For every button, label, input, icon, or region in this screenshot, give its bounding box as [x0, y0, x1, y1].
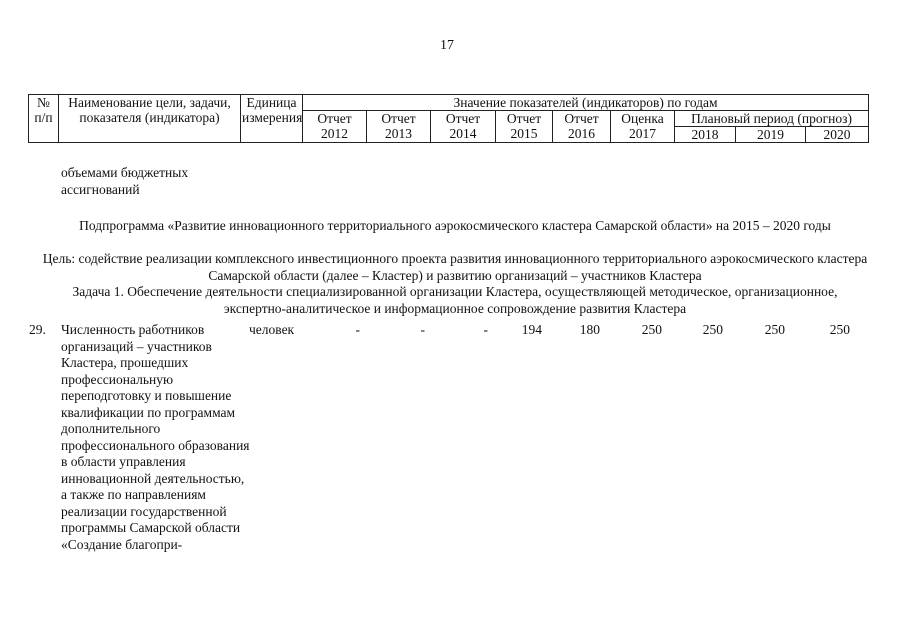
row-value-2016: 180 — [579, 322, 600, 337]
header-plan-2020: 2020 — [806, 127, 869, 143]
continuation-text: объемами бюджетных ассигнований — [61, 165, 189, 197]
header-unit: Единица измерения — [241, 95, 303, 143]
row-value-2019: 250 — [764, 322, 785, 337]
row-value-2018: 250 — [702, 322, 723, 337]
goal-text: Цель: содействие реализации комплексного инвестиционного проекта развития инновационного территориального аэрокосмического кластера Самарской области (далее – Кластер) и развитию организаций – участников Кластера — [42, 251, 868, 283]
header-year-2016: Отчет 2016 — [553, 111, 611, 143]
header-num: № п/п — [29, 95, 59, 143]
header-values: Значение показателей (индикаторов) по годам — [303, 95, 869, 111]
header-plan-period: Плановый период (прогноз) — [675, 111, 869, 127]
page-number: 17 — [440, 38, 454, 53]
header-year-2013: Отчет 2013 — [367, 111, 431, 143]
row-value-2014: - — [483, 322, 488, 337]
header-year-2017: Оценка 2017 — [611, 111, 675, 143]
row-unit: человек — [249, 322, 295, 337]
row-indicator-name: Численность работников организаций – участников Кластера, прошедших профессиональную переподготовку и повышение квалификации по программам дополнительного профессионального образования в области управления инновационной деятельностью, а также по направлениям реализации государственной программы Самарской области «Создание благопри- — [61, 322, 250, 552]
row-value-2015: 194 — [521, 322, 542, 337]
header-plan-2018: 2018 — [675, 127, 736, 143]
row-number: 29. — [29, 322, 46, 337]
indicators-table-header — [28, 94, 869, 143]
row-value-2017: 250 — [641, 322, 662, 337]
header-plan-2019: 2019 — [736, 127, 806, 143]
task-text: Задача 1. Обеспечение деятельности специализированной организации Кластера, осуществляющей методическое, организационное, экспертно-аналитическое и информационное сопровождение развития Кластера — [72, 284, 838, 316]
header-year-2014: Отчет 2014 — [431, 111, 496, 143]
header-year-2012: Отчет 2012 — [303, 111, 367, 143]
header-name: Наименование цели, задачи, показателя (индикатора) — [59, 95, 241, 143]
header-year-2015: Отчет 2015 — [496, 111, 553, 143]
row-value-2020: 250 — [829, 322, 850, 337]
subprogram-title: Подпрограмма «Развитие инновационного территориального аэрокосмического кластера Самарской области» на 2015 – 2020 годы — [79, 218, 831, 233]
row-value-2012: - — [355, 322, 360, 337]
row-value-2013: - — [420, 322, 425, 337]
